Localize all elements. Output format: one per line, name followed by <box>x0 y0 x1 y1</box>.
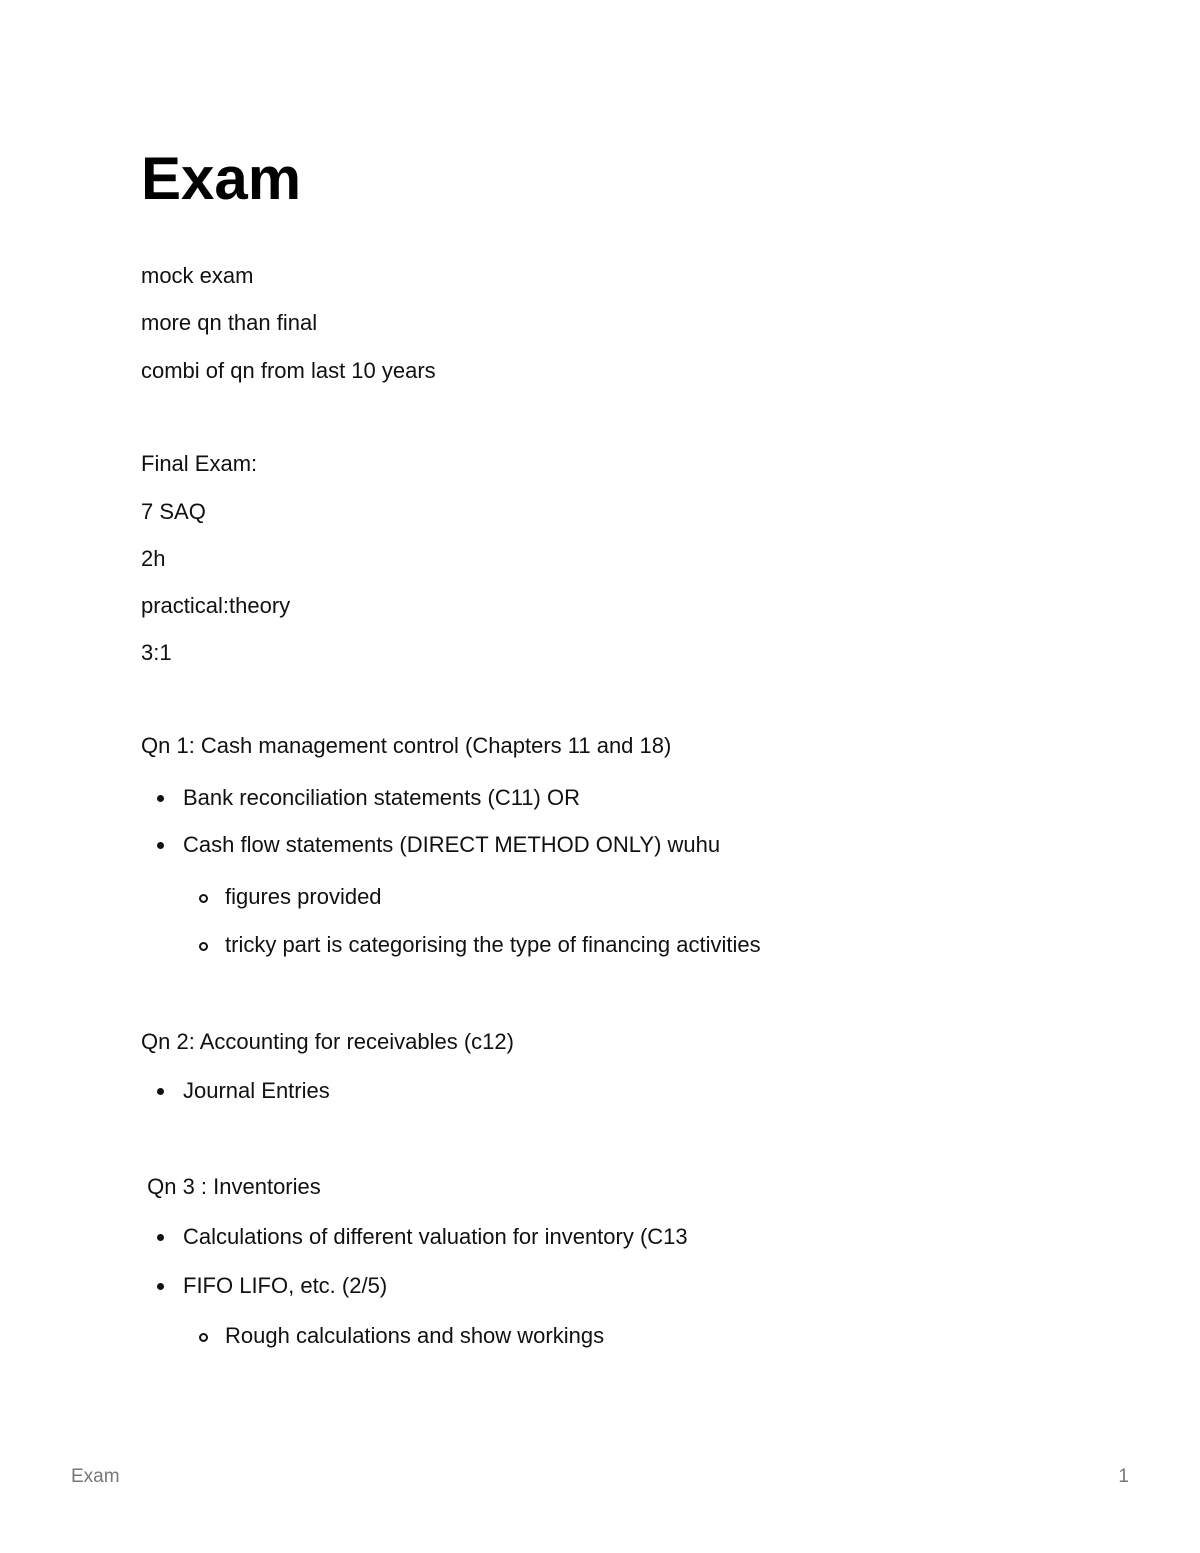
sub-list-item-text: figures provided <box>225 884 382 909</box>
qn3-heading: Qn 3 : Inventories <box>141 1174 321 1199</box>
intro-line-combi: combi of qn from last 10 years <box>141 358 436 383</box>
final-exam-ratio-label: practical:theory <box>141 593 291 618</box>
footer-doc-name: Exam <box>71 1466 120 1487</box>
list-item-text: FIFO LIFO, etc. (2/5) <box>183 1273 388 1298</box>
bullet-dot-icon <box>157 1088 164 1095</box>
final-exam-duration: 2h <box>141 546 166 571</box>
bullet-circle-icon <box>199 894 208 903</box>
sub-list-item-text: Rough calculations and show workings <box>225 1323 605 1348</box>
final-exam-saq: 7 SAQ <box>141 499 206 524</box>
qn1-heading: Qn 1: Cash management control (Chapters 11 and 18) <box>141 733 672 758</box>
document-title: Exam <box>141 145 302 212</box>
bullet-circle-icon <box>199 1333 208 1342</box>
final-exam-heading: Final Exam: <box>141 451 258 476</box>
footer-page-number: 1 <box>1118 1466 1129 1487</box>
intro-line-more-qn: more qn than final <box>141 310 318 335</box>
list-item-text: Bank reconciliation statements (C11) OR <box>183 785 580 810</box>
bullet-dot-icon <box>157 795 164 802</box>
qn2-heading: Qn 2: Accounting for receivables (c12) <box>141 1029 514 1054</box>
bullet-dot-icon <box>157 842 164 849</box>
list-item-text: Calculations of different valuation for inventory (C13 <box>183 1224 688 1249</box>
bullet-dot-icon <box>157 1234 164 1241</box>
final-exam-ratio: 3:1 <box>141 640 172 665</box>
list-item-text: Cash flow statements (DIRECT METHOD ONLY) wuhu <box>183 832 721 857</box>
intro-line-mock-exam: mock exam <box>141 263 254 288</box>
list-item-text: Journal Entries <box>183 1078 330 1103</box>
sub-list-item-text: tricky part is categorising the type of financing activities <box>225 932 761 957</box>
bullet-circle-icon <box>199 942 208 951</box>
bullet-dot-icon <box>157 1283 164 1290</box>
